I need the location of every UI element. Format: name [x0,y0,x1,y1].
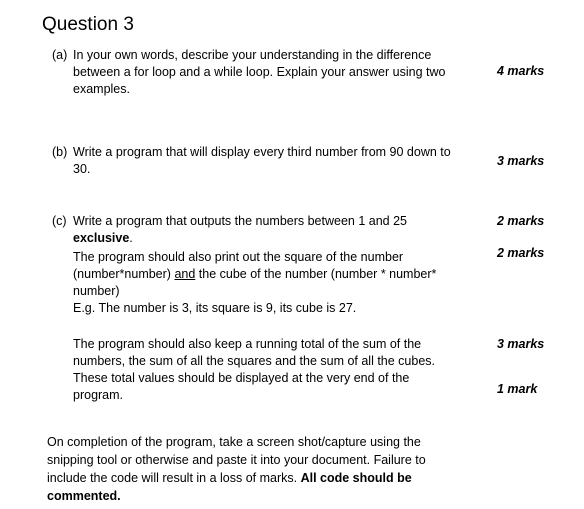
part-b-label: (b) [52,145,68,159]
part-c-para3-line-1: The program should also keep a running total of the sum of the [73,337,422,351]
part-c-para3-line-4: program. [73,388,124,402]
footer-line-3 [47,470,412,487]
part-c-para2-line-1: The program should also print out the square of the number [73,250,404,264]
part-a-line-1: In your own words, describe your understanding in the difference [73,48,432,62]
part-a-marks: 4 marks [497,64,545,78]
part-c-line-1: Write a program that outputs the numbers between 1 and 25 [73,214,407,228]
part-a-line-2: between a for loop and a while loop. Explain your answer using two [73,65,446,79]
part-c-and-underlined: and [174,267,196,281]
part-c-line-2-end: . [129,231,133,245]
part-c-line-2 [73,230,133,247]
part-c-para3-line-2: numbers, the sum of all the squares and the sum of all the cubes. [73,354,436,368]
footer-line-3-a: include the code will result in a loss of marks. [47,471,301,485]
part-c-para2-line-2-b: the cube of the number (number * number* [195,267,437,281]
part-b-marks: 3 marks [497,154,545,168]
part-c-marks-4: 1 mark [497,382,538,396]
part-b-line-1: Write a program that will display every third number from 90 down to [73,145,451,159]
part-c-exclusive-bold: exclusive [73,231,130,245]
part-c-marks-3: 3 marks [497,337,545,351]
footer-line-1: On completion of the program, take a screen shot/capture using the [47,435,421,449]
part-c-para2-line-2-a: (number*number) [73,267,175,281]
part-c-para3-line-3: These total values should be displayed at the very end of the [73,371,410,385]
footer-line-3-bold: All code should be [300,471,412,485]
part-c-para2-line-4: E.g. The number is 3, its square is 9, its cube is 27. [73,301,357,315]
question-title: Question 3 [42,14,134,35]
part-b-line-2: 30. [73,162,91,176]
part-c-label: (c) [52,214,67,228]
footer-line-2: snipping tool or otherwise and paste it into your document. Failure to [47,453,426,467]
part-c-para2-line-3: number) [73,284,120,298]
part-a-label: (a) [52,48,68,62]
part-c-marks-2: 2 marks [497,246,545,260]
part-c-marks-1: 2 marks [497,214,545,228]
footer-line-4-bold: commented. [47,489,121,503]
part-a-line-3: examples. [73,82,130,96]
part-c-para2-line-2 [73,266,436,283]
